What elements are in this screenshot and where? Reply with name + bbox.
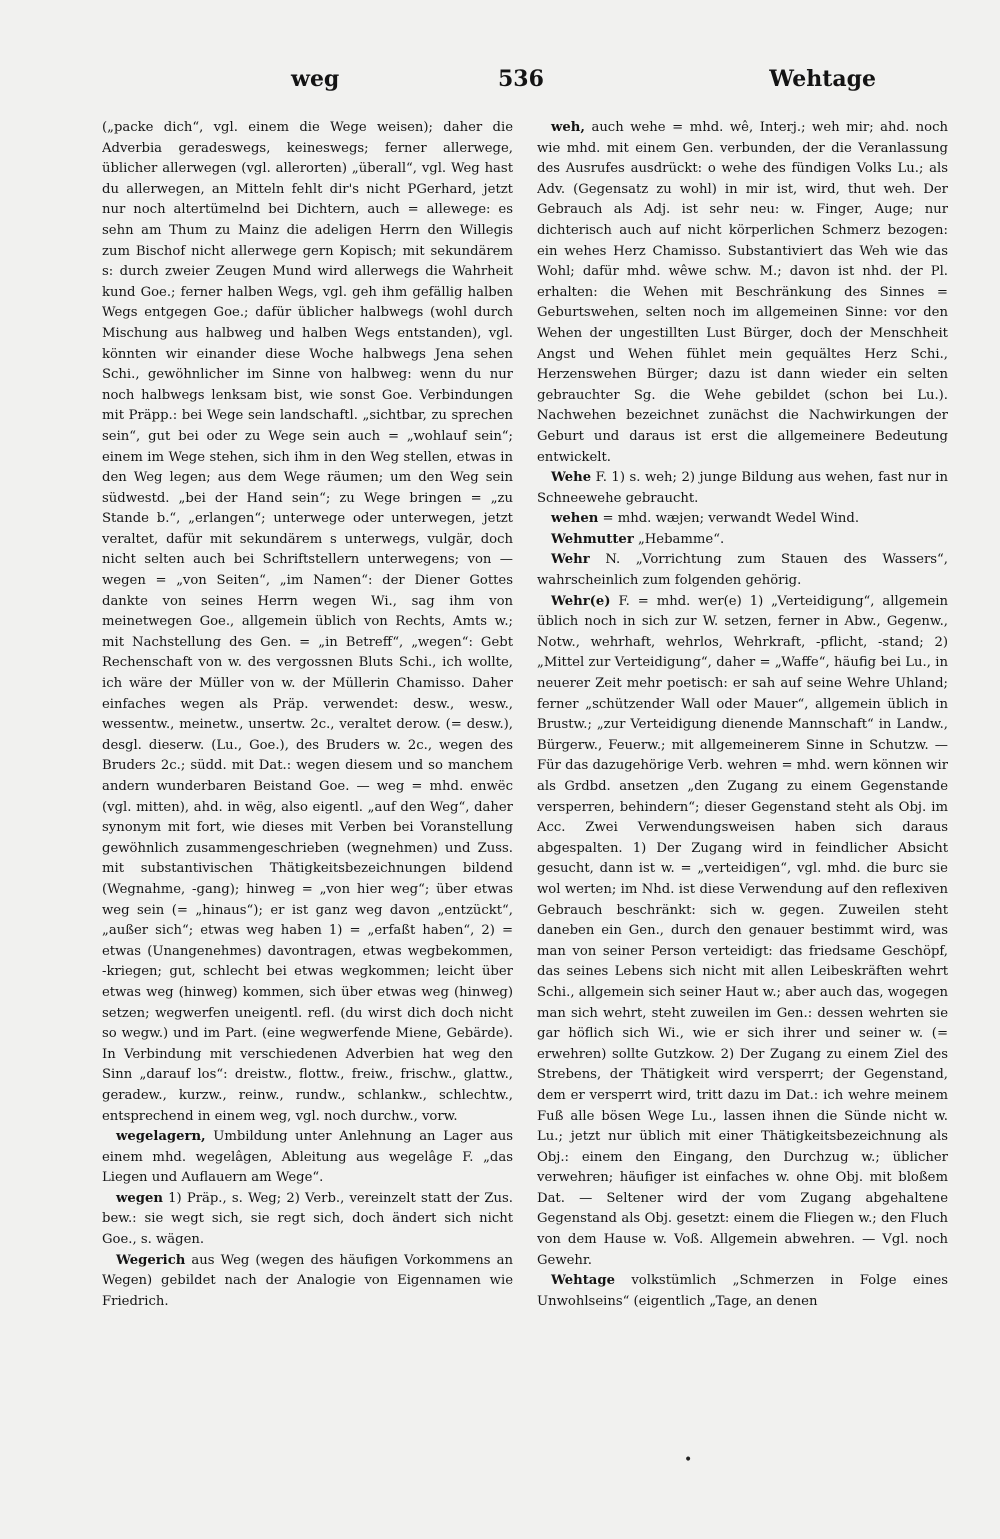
page-number: 536 bbox=[498, 66, 544, 92]
left-column bbox=[102, 118, 513, 1408]
header-left-catchword: weg bbox=[291, 66, 340, 92]
entry-text: F. 1) s. weh; 2) junge Bildung aus wehen, fast nur in Schneewehe gebraucht. bbox=[537, 470, 948, 506]
entry-text: auch wehe = mhd. wê, Interj.; weh mir; ahd. noch wie mhd. mit einem Gen. verbunden, der die Veranlassung des Ausrufes ausdrückt: o wehe des fündigen Volks Lu.; als Adv. (Gegensatz zu wohl) in mir ist, wird, thut weh. Der Gebrauch als Adj. ist sehr neu: w. Finger, Auge; nur dichterisch auch auf nicht körperlichen Schmerz bezogen: ein wehes Herz Chamisso. Substantiviert das Weh wie das Wohl; dafür mhd. wêwe schw. M.; davon ist nhd. der Pl. erhalten: die Wehen mit Beschränkung des Sinnes = Geburtswehen, selten noch im allgemeinen Sinne: vor den Wehen der ungestillten Lust Bürger, doch der Menschheit Angst und Wehen fühlet mein gequältes Herz Schi., Herzenswehen Bürger; dazu ist dann wieder ein selten gebrauchter Sg. die Wehe gebildet (schon bei Lu.). Nachwehen bezeichnet zunächst die Nachwirkungen der Geburt und daraus ist erst die allgemeinere Bedeutung entwickelt. bbox=[537, 120, 948, 465]
entry-text: = mhd. wæjen; verwandt Wedel Wind. bbox=[598, 511, 860, 527]
entry-text: aus Weg (wegen des häufigen Vorkommens an Wegen) gebildet nach der Analogie von Eigennamen wie Friedrich. bbox=[102, 1252, 513, 1309]
page-header bbox=[106, 66, 946, 106]
dictionary-entry bbox=[537, 468, 948, 509]
dictionary-entry bbox=[537, 550, 948, 591]
dictionary-entry bbox=[102, 1251, 513, 1313]
entry-headword: Wehr bbox=[551, 552, 590, 568]
dictionary-entry bbox=[102, 118, 513, 1127]
entry-headword: Wehe bbox=[551, 470, 592, 486]
dictionary-entry bbox=[537, 530, 948, 551]
entry-headword: Wehtage bbox=[551, 1273, 615, 1289]
entry-headword: Wegerich bbox=[116, 1252, 186, 1268]
entry-headword: wegen bbox=[116, 1190, 163, 1206]
entry-headword: Wehmutter bbox=[551, 531, 634, 547]
entry-text: „Hebamme“. bbox=[633, 531, 725, 547]
entry-text: („packe dich“, vgl. einem die Wege weisen); daher die Adverbia geradeswegs, keineswegs; ferner allerwege, üblicher allerwegen (vgl. allerorten) „überall“, vgl. Weg hast du allerwegen, an Mitteln fehlt dir's nicht PGerhard, jetzt nur noch altertümelnd bei Dichtern, auch = allewege: es sehn am Thum zu Mainz die adeligen Herrn den Willegis zum Bischof nicht allerwege gern Kopisch; mit sekundärem s: durch zweier Zeugen Mund wird allerwegs die Wahrheit kund Goe.; ferner halben Wegs, vgl. geh ihm gefällig halben Wegs entgegen Goe.; dafür üblicher halbwegs (wohl durch Mischung aus halbweg und halben Wegs entstanden), vgl. könnten wir einander diese Woche halbwegs Jena sehen Schi., gewöhnlicher im Sinne von halbweg: wenn du nur noch halbwegs lenksam bist, wie sonst Goe. Verbindungen mit Präpp.: bei Wege sein landschaftl. „sichtbar, zu sprechen sein“, gut bei oder zu Wege sein auch = „wohlauf sein“; einem im Wege stehen, sich ihm in den Weg stellen, etwas in den Weg legen; aus dem Wege räumen; um den Weg sein südwestd. „bei der Hand sein“; zu Wege bringen = „zu Stande b.“, „erlangen“; unterwege oder unterwegen, jetzt veraltet, dafür mit sekundärem s unterwegs, vulgär, doch nicht selten auch bei Schriftstellern unterwegens; von — wegen = „von Seiten“, „im Namen“: der Diener Gottes dankte von seines Herrn wegen Wi., sag ihm von meinetwegen Goe., allgemein üblich von Rechts, Amts w.; mit Nachstellung des Gen. = „in Betreff“, „wegen“: Gebt Rechenschaft von w. des vergossnen Bluts Schi., ich wollte, ich wäre der Müller von w. der Müllerin Chamisso. Daher einfaches wegen als Präp. verwendet: desw., wesw., wessentw., meinetw., unsertw. 2c., veraltet derow. (= desw.), desgl. dieserw. (Lu., Goe.), des Bruders w. 2c., wegen des Bruders 2c.; südd. mit Dat.: wegen diesem und so manchem andern wunderbaren Beistand Goe. — weg = mhd. enwëc (vgl. mitten), ahd. in wëg, also eigentl. „auf den Weg“, daher synonym mit fort, wie dieses mit Verben bei Voranstellung gewöhnlich zusammengeschrieben (wegnehmen) und Zuss. mit substantivischen Thätigkeitsbezeichnungen bildend (Wegnahme, -gang); hinweg = „von hier weg“; über etwas weg sein (= „hinaus“); er ist ganz weg davon „entzückt“, „außer sich“; etwas weg haben 1) = „erfaßt haben“, 2) = etwas (Unangenehmes) davontragen, etwas wegbekommen, -kriegen; gut, schlecht bei etwas wegkommen; leicht über etwas weg (hinweg) kommen, sich über etwas weg (hinweg) setzen; wegwerfen uneigentl. refl. (du wirst dich doch nicht so wegw.) und im Part. (eine wegwerfende Miene, Gebärde). In Verbindung mit verschiedenen Adverbien hat weg den Sinn „darauf los“: dreistw., flottw., freiw., frischw., glattw., geradew., kurzw., reinw., rundw., schlankw., schlechtw., entsprechend in einem weg, vgl. noch durchw., vorw. bbox=[102, 120, 513, 1124]
entry-headword: wegelagern, bbox=[116, 1129, 206, 1145]
print-mark: • bbox=[684, 1452, 693, 1468]
entry-text: N. „Vorrichtung zum Stauen des Wassers“, wahrscheinlich zum folgenden gehörig. bbox=[537, 552, 948, 589]
dictionary-entry bbox=[537, 592, 948, 1272]
entry-text: F. = mhd. wer(e) 1) „Verteidigung“, allgemein üblich noch in sich zur W. setzen, ferner in Abw., Gegenw., Notw., wehrhaft, wehrlos, Wehrkraft, -pflicht, -stand; 2) „Mittel zur Verteidigung“, daher = „Waffe“, häufig bei Lu., in neuerer Zeit mehr poetisch: er sah auf seine Wehre Uhland; ferner „schützender Wall oder Mauer“, allgemein üblich in Brustw.; „zur Verteidigung dienende Mannschaft“ in Landw., Bürgerw., Feuerw.; mit allgemeinerem Sinne in Schutzw. — Für das dazugehörige Verb. wehren = mhd. wern können wir als Grdbd. ansetzen „den Zugang zu einem Gegenstande versperren, behindern“; dieser Gegenstand steht als Obj. im Acc. Zwei Verwendungsweisen haben sich daraus abgespalten. 1) Der Zugang wird in feindlicher Absicht gesucht, dann ist w. = „verteidigen“, vgl. mhd. die burc sie wol werten; im Nhd. ist diese Verwendung auf den reflexiven Gebrauch beschränkt: sich w. gegen. Zuweilen steht daneben ein Gen., durch den genauer bestimmt wird, was man von seiner Person verteidigt: das friedsame Geschöpf, das seines Lebens sich nicht mit allen Leibeskräften wehrt Schi., allgemein sich seiner Haut w.; aber auch das, wogegen man sich wehrt, steht zuweilen im Gen.: dessen wehrten sie gar höflich sich Wi., wie er sich ihrer und seiner w. (= erwehren) sollte Gutzkow. 2) Der Zugang zu einem Ziel des Strebens, der Thätigkeit wird versperrt; der Gegenstand, dem er versperrt wird, tritt dazu im Dat.: ich wehre meinem Fuß alle bösen Wege Lu., lassen ihnen die Sünde nicht w. Lu.; jetzt nur üblich mit einer Thätigkeitsbezeichnung als Obj.: einem den Eingang, den Durchzug w.; üblicher verwehren; häufiger ist einfaches w. ohne Obj. mit bloßem Dat. — Seltener wird der vom Zugang abgehaltene Gegenstand als Obj. gesetzt: einem die Fliegen w.; den Fluch von dem Hause w. Voß. Allgemein abwehren. — Vgl. noch Gewehr. bbox=[537, 593, 948, 1268]
dictionary-entry bbox=[537, 1271, 948, 1312]
entry-headword: wehen bbox=[551, 511, 599, 527]
entry-headword: Wehr(e) bbox=[551, 593, 611, 609]
dictionary-entry bbox=[102, 1127, 513, 1189]
dictionary-entry bbox=[102, 1189, 513, 1251]
right-column bbox=[537, 118, 948, 1408]
entry-text: volkstümlich „Schmerzen in Folge eines Unwohlseins“ (eigentlich „Tage, an denen bbox=[537, 1273, 948, 1309]
entry-headword: weh, bbox=[551, 120, 585, 135]
dictionary-entry bbox=[537, 509, 948, 530]
header-right-catchword: Wehtage bbox=[769, 66, 876, 92]
entry-text: Umbildung unter Anlehnung an Lager aus einem mhd. wegelâgen, Ableitung aus wegelâge F. „das Liegen und Auflauern am Wege“. bbox=[102, 1129, 513, 1186]
entry-text: 1) Präp., s. Weg; 2) Verb., vereinzelt statt der Zus. bew.: sie wegt sich, sie regt sich, doch ändert sich nicht Goe., s. wägen. bbox=[102, 1190, 513, 1248]
dictionary-entry bbox=[537, 118, 948, 468]
text-columns bbox=[102, 118, 948, 1408]
